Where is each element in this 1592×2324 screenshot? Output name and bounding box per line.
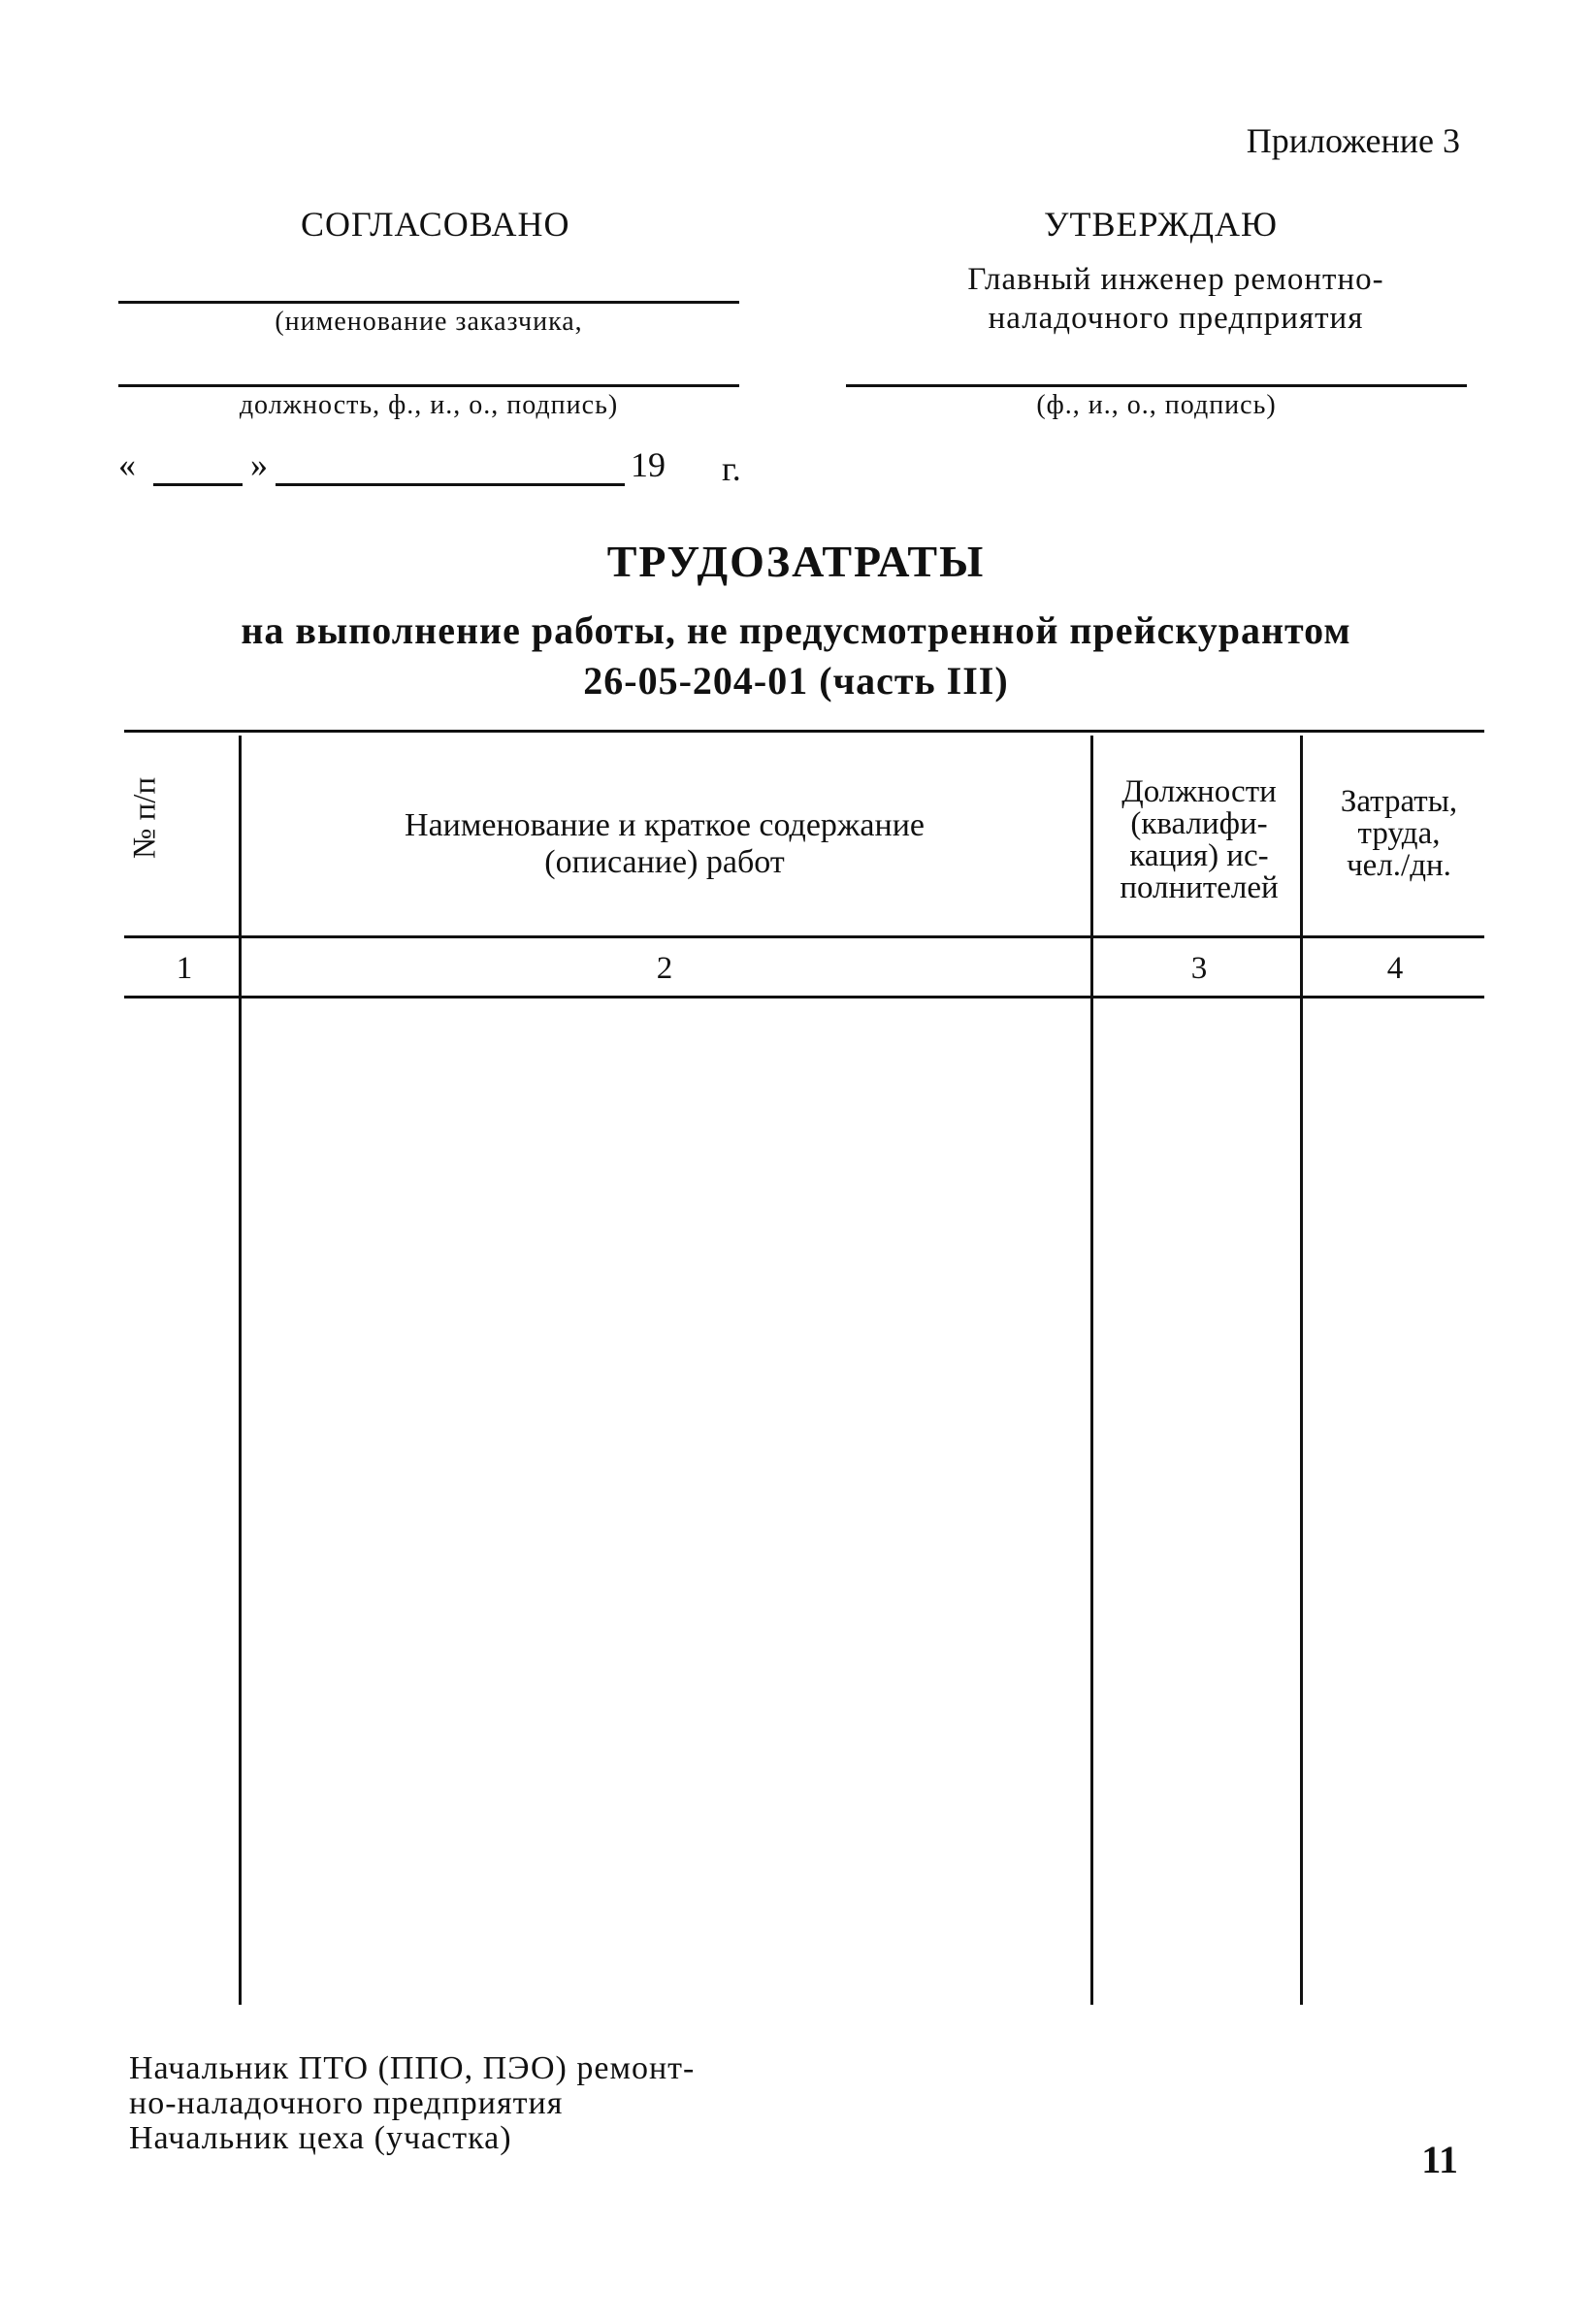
table-col-divider-3	[1300, 736, 1303, 2005]
footer-line3: Начальник цеха (участка)	[129, 2120, 512, 2156]
document-subtitle-line1: на выполнение работы, не предусмотренной прейскурантом	[241, 608, 1351, 652]
date-day-line	[153, 483, 243, 486]
customer-name-caption: (нименование заказчика,	[275, 307, 583, 337]
header-position-line1: Должности	[1121, 774, 1277, 809]
header-cost	[1316, 786, 1482, 882]
document-subtitle	[0, 606, 1592, 706]
customer-sign-line	[118, 384, 739, 387]
date-year: 19	[631, 445, 666, 484]
date-month-line	[276, 483, 625, 486]
table-top-border	[124, 730, 1484, 733]
table-col-divider-1	[239, 736, 242, 2005]
footer-line2: но-наладочного предприятия	[129, 2085, 564, 2121]
header-position	[1096, 776, 1302, 904]
approver-role-line2: наладочного предприятия	[988, 301, 1364, 336]
column-number-4: 4	[1386, 951, 1404, 986]
customer-name-line	[118, 301, 739, 304]
header-num: № п/п	[127, 776, 163, 860]
approver-sign-caption: (ф., и., о., подпись)	[1036, 390, 1277, 420]
column-number-3: 3	[1190, 951, 1208, 986]
header-cost-line1: Затраты,	[1340, 784, 1458, 819]
document-subtitle-line2: 26-05-204-01 (часть III)	[583, 659, 1009, 703]
page-number: 11	[1421, 2138, 1458, 2181]
header-name-line1: Наименование и краткое содержание	[405, 807, 925, 843]
table-header-border	[124, 935, 1484, 938]
approver-role-line1: Главный инженер ремонтно-	[967, 262, 1384, 297]
approver-sign-line	[846, 384, 1467, 387]
footer-signatures	[129, 2051, 695, 2156]
document-title: ТРУДОЗАТРАТЫ	[606, 537, 986, 586]
column-number-1: 1	[176, 951, 193, 986]
header-position-line2: (квалифи-	[1130, 806, 1268, 841]
approve-title: УТВЕРЖДАЮ	[1044, 205, 1279, 244]
date-suffix: г.	[722, 449, 741, 488]
header-position-line4: полнителей	[1120, 870, 1279, 905]
footer-line1: Начальник ПТО (ППО, ПЭО) ремонт-	[129, 2050, 696, 2086]
agreed-title: СОГЛАСОВАНО	[301, 205, 570, 244]
approver-role	[846, 260, 1506, 338]
appendix-label: Приложение 3	[1246, 121, 1460, 160]
date-quote-close: »	[250, 445, 268, 484]
header-name-line2: (описание) работ	[544, 844, 785, 880]
header-position-line3: кация) ис-	[1129, 838, 1269, 873]
header-name	[243, 807, 1087, 881]
header-cost-line2: труда,	[1357, 816, 1441, 851]
table-col-divider-2	[1090, 736, 1093, 2005]
table-numbers-border	[124, 996, 1484, 998]
date-quote-open: «	[118, 445, 136, 484]
column-number-2: 2	[656, 951, 673, 986]
customer-sign-caption: должность, ф., и., о., подпись)	[239, 390, 619, 420]
header-cost-line3: чел./дн.	[1347, 848, 1451, 883]
